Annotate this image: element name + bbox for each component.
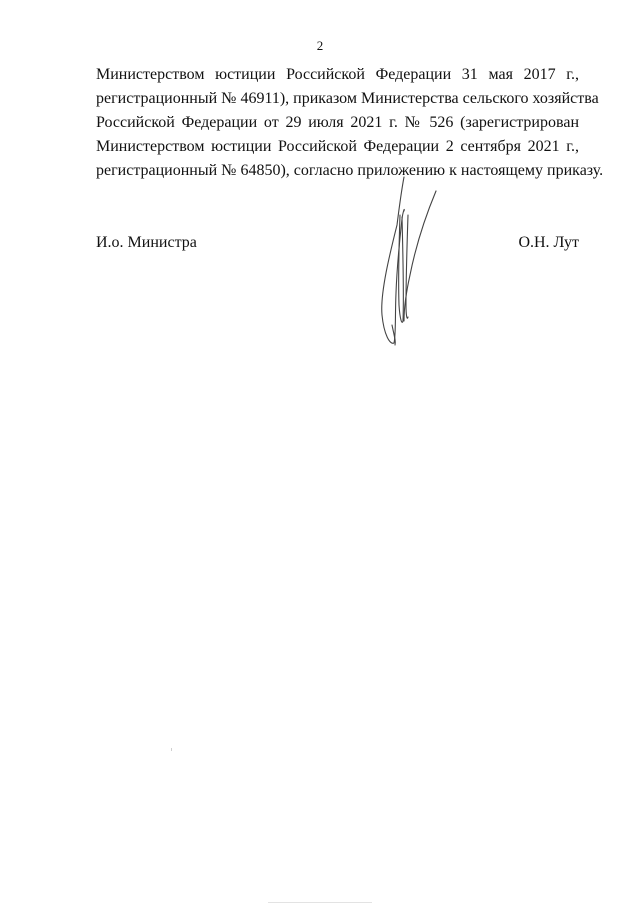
paragraph-line: Министерством юстиции Российской Федерации 2 сентября 2021 г., — [96, 138, 579, 155]
body-paragraph — [96, 63, 604, 183]
paragraph-line: регистрационный № 64850), согласно приложению к настоящему приказу. — [96, 162, 604, 179]
signature-strokes — [382, 177, 436, 345]
paragraph-line: регистрационный № 46911), приказом Министерства сельского хозяйства — [96, 90, 599, 107]
scan-artifact — [268, 902, 372, 903]
scan-artifact — [171, 748, 172, 751]
paragraph-line: Министерством юстиции Российской Федерации 31 мая 2017 г., — [96, 66, 579, 83]
signature-block — [96, 233, 579, 257]
paragraph-line: Российской Федерации от 29 июля 2021 г. № 526 (зарегистрирован — [96, 114, 579, 131]
signatory-name: О.Н. Лут — [518, 234, 579, 251]
page-number: 2 — [316, 38, 324, 53]
signatory-role: И.о. Министра — [96, 234, 197, 251]
handwritten-signature — [370, 175, 450, 353]
